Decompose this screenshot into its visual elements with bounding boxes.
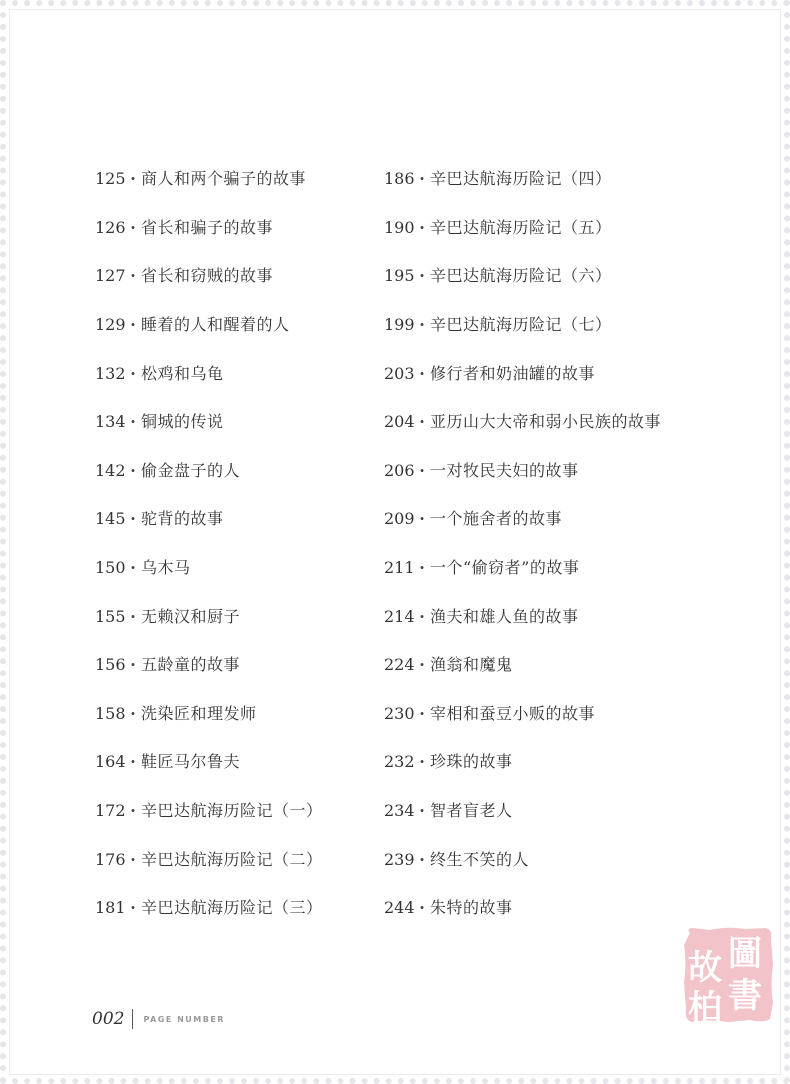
- toc-separator-dot: ·: [130, 412, 136, 432]
- page-number: 002: [92, 1009, 125, 1029]
- toc-entry: [95, 592, 323, 641]
- toc-entry: [95, 155, 323, 204]
- toc-page-number: 158: [95, 703, 126, 723]
- toc-separator-dot: ·: [419, 363, 425, 383]
- toc-entry: [95, 252, 323, 301]
- toc-entry-title: 辛巴达航海历险记（三）: [141, 898, 323, 918]
- toc-entry-title: 辛巴达航海历险记（四）: [430, 169, 612, 189]
- toc-entry-title: 辛巴达航海历险记（七）: [430, 315, 612, 335]
- toc-page-number: 172: [95, 801, 126, 821]
- toc-entry-title: 商人和两个骗子的故事: [141, 169, 307, 189]
- toc-entry: [384, 301, 661, 350]
- toc-page-number: 190: [384, 217, 415, 237]
- toc-entry-title: 亚历山大大帝和弱小民族的故事: [430, 412, 662, 432]
- seal-char-1: 圖: [728, 934, 762, 974]
- toc-separator-dot: ·: [419, 217, 425, 237]
- toc-page-number: 132: [95, 363, 126, 383]
- toc-entry-title: 无赖汉和厨子: [141, 606, 241, 626]
- toc-page-number: 239: [384, 849, 415, 869]
- toc-separator-dot: ·: [130, 169, 136, 189]
- toc-separator-dot: ·: [419, 315, 425, 335]
- toc-separator-dot: ·: [419, 606, 425, 626]
- library-seal-stamp: [680, 925, 776, 1025]
- toc-entry-title: 修行者和奶油罐的故事: [430, 363, 596, 383]
- toc-separator-dot: ·: [419, 266, 425, 286]
- toc-entry: [95, 447, 323, 496]
- toc-entry-title: 一个“偷窃者”的故事: [430, 558, 580, 578]
- toc-entry: [384, 252, 661, 301]
- page-number-label: PAGE NUMBER: [143, 1014, 225, 1024]
- toc-separator-dot: ·: [130, 606, 136, 626]
- toc-separator-dot: ·: [419, 558, 425, 578]
- toc-page-number: 209: [384, 509, 415, 529]
- toc-page-number: 204: [384, 412, 415, 432]
- toc-entry-title: 五龄童的故事: [141, 655, 241, 675]
- toc-separator-dot: ·: [130, 898, 136, 918]
- toc-separator-dot: ·: [130, 655, 136, 675]
- toc-page-number: 244: [384, 898, 415, 918]
- toc-entry-title: 松鸡和乌龟: [141, 363, 224, 383]
- toc-entry-title: 省长和骗子的故事: [141, 217, 274, 237]
- toc-page-number: 155: [95, 606, 126, 626]
- toc-page-number: 126: [95, 217, 126, 237]
- toc-entry: [384, 544, 661, 593]
- toc-page-number: 234: [384, 801, 415, 821]
- toc-page-number: 206: [384, 460, 415, 480]
- toc-page-number: 127: [95, 266, 126, 286]
- toc-entry-title: 辛巴达航海历险记（二）: [141, 849, 323, 869]
- toc-entry-title: 一对牧民夫妇的故事: [430, 460, 579, 480]
- toc-separator-dot: ·: [130, 460, 136, 480]
- toc-entry: [95, 787, 323, 836]
- toc-separator-dot: ·: [419, 169, 425, 189]
- toc-left-column: [95, 155, 323, 933]
- toc-entry: [384, 495, 661, 544]
- toc-entry: [95, 884, 323, 933]
- toc-entry-title: 睡着的人和醒着的人: [141, 315, 290, 335]
- toc-page-number: 195: [384, 266, 415, 286]
- toc-entry-title: 宰相和蚕豆小贩的故事: [430, 703, 596, 723]
- toc-entry: [384, 738, 661, 787]
- page-footer: [92, 1007, 225, 1031]
- toc-page-number: 164: [95, 752, 126, 772]
- toc-separator-dot: ·: [419, 801, 425, 821]
- toc-entry: [95, 398, 323, 447]
- toc-entry-title: 智者盲老人: [430, 801, 513, 821]
- seal-char-3: 故: [688, 948, 722, 988]
- toc-separator-dot: ·: [130, 752, 136, 772]
- toc-entry-title: 珍珠的故事: [430, 752, 513, 772]
- toc-separator-dot: ·: [130, 217, 136, 237]
- toc-page-number: 230: [384, 703, 415, 723]
- toc-page-number: 150: [95, 558, 126, 578]
- toc-entry: [384, 884, 661, 933]
- toc-entry-title: 鞋匠马尔鲁夫: [141, 752, 241, 772]
- toc-entry: [95, 690, 323, 739]
- toc-entry: [384, 787, 661, 836]
- toc-separator-dot: ·: [419, 509, 425, 529]
- toc-page-number: 214: [384, 606, 415, 626]
- toc-entry-title: 终生不笑的人: [430, 849, 530, 869]
- toc-entry-title: 乌木马: [141, 558, 191, 578]
- toc-entry-title: 朱特的故事: [430, 898, 513, 918]
- toc-page-number: 145: [95, 509, 126, 529]
- toc-separator-dot: ·: [130, 801, 136, 821]
- toc-separator-dot: ·: [130, 363, 136, 383]
- toc-entry-title: 偷金盘子的人: [141, 460, 241, 480]
- toc-entry: [384, 155, 661, 204]
- toc-entry: [95, 544, 323, 593]
- toc-entry-title: 一个施舍者的故事: [430, 509, 563, 529]
- toc-separator-dot: ·: [130, 266, 136, 286]
- toc-entry: [95, 641, 323, 690]
- toc-page-number: 142: [95, 460, 126, 480]
- toc-separator-dot: ·: [419, 655, 425, 675]
- toc-entry: [95, 495, 323, 544]
- toc-entry-title: 渔夫和雄人鱼的故事: [430, 606, 579, 626]
- toc-separator-dot: ·: [130, 558, 136, 578]
- toc-page-number: 199: [384, 315, 415, 335]
- toc-separator-dot: ·: [419, 703, 425, 723]
- toc-separator-dot: ·: [130, 703, 136, 723]
- toc-entry-title: 洗染匠和理发师: [141, 703, 257, 723]
- toc-page-number: 156: [95, 655, 126, 675]
- toc-entry-title: 辛巴达航海历险记（五）: [430, 217, 612, 237]
- toc-entry-title: 省长和窃贼的故事: [141, 266, 274, 286]
- toc-entry: [95, 301, 323, 350]
- toc-entry: [384, 349, 661, 398]
- seal-char-2: 書: [728, 976, 762, 1016]
- toc-separator-dot: ·: [130, 509, 136, 529]
- toc-page-number: 224: [384, 655, 415, 675]
- toc-entry: [384, 398, 661, 447]
- toc-entry: [384, 592, 661, 641]
- toc-separator-dot: ·: [419, 752, 425, 772]
- seal-char-4: 柏: [688, 988, 722, 1025]
- toc-entry: [384, 447, 661, 496]
- toc-entry: [384, 204, 661, 253]
- toc-entry: [384, 835, 661, 884]
- toc-page-number: 129: [95, 315, 126, 335]
- toc-page-number: 211: [384, 558, 415, 578]
- toc-separator-dot: ·: [130, 849, 136, 869]
- toc-page-number: 232: [384, 752, 415, 772]
- toc-page-number: 134: [95, 412, 126, 432]
- toc-entry: [95, 204, 323, 253]
- toc-entry-title: 辛巴达航海历险记（一）: [141, 801, 323, 821]
- toc-separator-dot: ·: [419, 412, 425, 432]
- toc-entry-title: 驼背的故事: [141, 509, 224, 529]
- toc-entry: [384, 690, 661, 739]
- footer-divider: [132, 1009, 133, 1029]
- toc-separator-dot: ·: [419, 849, 425, 869]
- toc-entry-title: 辛巴达航海历险记（六）: [430, 266, 612, 286]
- toc-separator-dot: ·: [130, 315, 136, 335]
- toc-page-number: 181: [95, 898, 126, 918]
- toc-right-column: [384, 155, 661, 933]
- toc-entry: [95, 738, 323, 787]
- toc-entry: [384, 641, 661, 690]
- toc-entry: [95, 349, 323, 398]
- toc-page-number: 203: [384, 363, 415, 383]
- toc-separator-dot: ·: [419, 460, 425, 480]
- toc-page-number: 125: [95, 169, 126, 189]
- toc-entry-title: 铜城的传说: [141, 412, 224, 432]
- toc-entry-title: 渔翁和魔鬼: [430, 655, 513, 675]
- toc-entry: [95, 835, 323, 884]
- toc-page-number: 176: [95, 849, 126, 869]
- toc-separator-dot: ·: [419, 898, 425, 918]
- toc-page-number: 186: [384, 169, 415, 189]
